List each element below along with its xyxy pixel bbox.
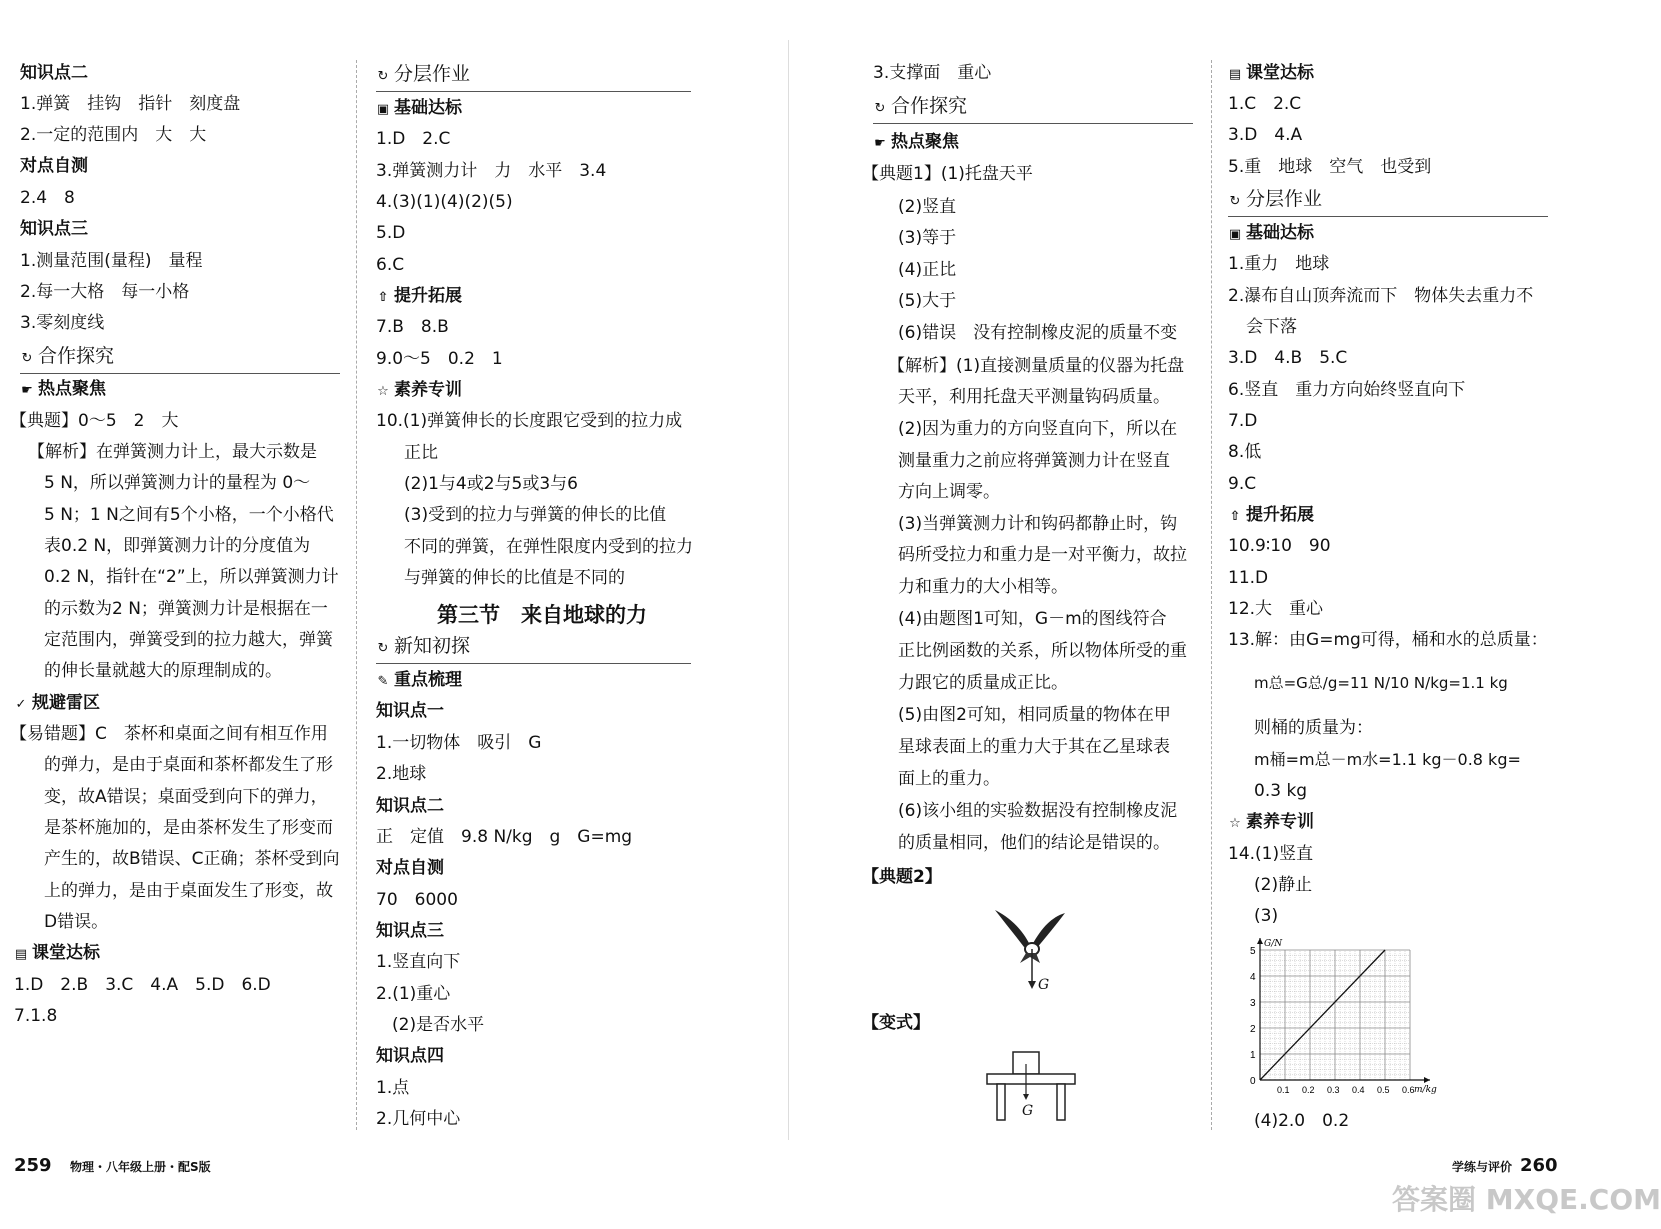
answer-line: 则桶的质量为： xyxy=(1254,718,1373,738)
answer-line: (5)大于 xyxy=(898,291,957,311)
subheading: ☆ 素养专训 xyxy=(376,379,462,403)
answer-line: (2)1与4或2与5或3与6 xyxy=(404,474,578,494)
answer-line: 3.支撑面 重心 xyxy=(873,63,992,83)
explanation-line: 星球表面上的重力大于其在乙星球表 xyxy=(898,737,1170,757)
bird-tail xyxy=(1020,953,1040,963)
subheading: ☆ 素养专训 xyxy=(1228,811,1314,835)
explanation-line: 正比例函数的关系，所以物体所受的重 xyxy=(898,641,1187,661)
subheading: ▤ 课堂达标 xyxy=(1228,62,1314,86)
x-tick-label: 0.2 xyxy=(1302,1085,1315,1095)
section-arrow-icon: ↻ xyxy=(21,351,33,366)
answer-line: 正 定值 9.8 N/kg g G=mg xyxy=(376,827,633,847)
lock-icon: ▣ xyxy=(376,102,390,117)
explanation-line: 力跟它的质量成正比。 xyxy=(898,673,1068,693)
explanation-line: 面上的重力。 xyxy=(898,769,1000,789)
heading: 知识点二 xyxy=(20,63,88,83)
subheading: 【变式】 xyxy=(862,1013,930,1033)
subheading: ▣ 基础达标 xyxy=(376,97,462,121)
answer-line: 会下落 xyxy=(1246,317,1297,337)
section-arrow-icon: ↻ xyxy=(377,69,389,84)
answer-line: 5.D xyxy=(376,223,406,243)
answer-line: 5.重 地球 空气 也受到 xyxy=(1228,157,1432,177)
x-tick-label: 0.5 xyxy=(1377,1085,1390,1095)
subheading: ▣ 基础达标 xyxy=(1228,222,1314,246)
answer-line: 14.(1)竖直 xyxy=(1228,844,1314,864)
subheading: ✓ 规避雷区 xyxy=(14,692,100,716)
g-m-graph xyxy=(1238,930,1458,1100)
x-axis-label: m/kg xyxy=(1414,1085,1437,1095)
bird-left-wing xyxy=(995,910,1030,947)
answer-line: 10.9∶10 90 xyxy=(1228,536,1331,556)
column-divider xyxy=(1211,60,1212,1130)
explanation-line: (6)该小组的实验数据没有控制橡皮泥 xyxy=(898,801,1178,821)
section-arrow-icon: ↻ xyxy=(377,641,389,656)
answer-line: (2)竖直 xyxy=(898,197,957,217)
answer-line: 70 6000 xyxy=(376,890,458,910)
x-tick-label: 0.3 xyxy=(1327,1085,1340,1095)
formula-line: m桶=m总－m水=1.1 kg－0.8 kg= xyxy=(1254,750,1521,769)
subheading: ☛ 热点聚焦 xyxy=(20,378,106,402)
explanation-line: 力和重力的大小相等。 xyxy=(898,577,1068,597)
section-header: ↻ 分层作业 xyxy=(376,62,691,89)
subheading: ⇧ 提升拓展 xyxy=(1228,504,1314,528)
y-tick-label: 2 xyxy=(1250,1024,1256,1035)
answer-line: 2.瀑布自山顶奔流而下 物体失去重力不 xyxy=(1228,286,1534,306)
book-icon: ▤ xyxy=(14,947,28,962)
answer-line: (4)2.0 0.2 xyxy=(1254,1111,1350,1131)
y-axis-arrow xyxy=(1257,938,1263,944)
book-title: 物理・八年级上册・配S版 xyxy=(70,1160,211,1174)
y-tick-label: 5 xyxy=(1250,946,1256,957)
heading: 知识点四 xyxy=(376,1046,444,1066)
data-line xyxy=(1260,950,1385,1080)
x-tick-label: 0.6 xyxy=(1402,1085,1415,1095)
subheading: ✎ 重点梳理 xyxy=(376,669,462,693)
answer-line: 12.大 重心 xyxy=(1228,599,1324,619)
table-leg-right xyxy=(1057,1084,1065,1120)
gravity-label: G xyxy=(1022,1103,1034,1119)
answer-line: 2.地球 xyxy=(376,764,427,784)
answer-line: (2)静止 xyxy=(1254,875,1313,895)
lock-icon: ▣ xyxy=(1228,227,1242,242)
y-tick-label: 1 xyxy=(1250,1050,1256,1061)
book-icon: ▤ xyxy=(1228,67,1242,82)
subheading: ▤ 课堂达标 xyxy=(14,942,100,966)
answer-line: (3)受到的拉力与弹簧的伸长的比值 xyxy=(404,505,667,525)
check-icon: ✓ xyxy=(15,697,27,712)
answer-line: 10.(1)弹簧伸长的长度跟它受到的拉力成 xyxy=(376,411,683,431)
x-tick-label: 0.4 xyxy=(1352,1085,1365,1095)
answer-line: 7.1.8 xyxy=(14,1006,58,1026)
page-number-left: 259 xyxy=(14,1155,52,1176)
subheading: 【典题2】 xyxy=(862,867,942,887)
explanation-line: (4)由题图1可知，G－m的图线符合 xyxy=(898,609,1167,629)
pencil-icon: ✎ xyxy=(377,674,389,689)
heading: 对点自测 xyxy=(20,156,88,176)
y-tick-label: 3 xyxy=(1250,998,1256,1009)
answer-line: 1.重力 地球 xyxy=(1228,254,1330,274)
explanation-line: D错误。 xyxy=(44,912,109,932)
subheading: ☛ 热点聚焦 xyxy=(873,131,959,155)
heading: 知识点三 xyxy=(20,219,88,239)
answer-line: 7.B 8.B xyxy=(376,317,449,337)
answer-line: (4)正比 xyxy=(898,260,957,280)
explanation-line: (5)由图2可知，相同质量的物体在甲 xyxy=(898,705,1171,725)
answer-line: 1.C 2.C xyxy=(1228,94,1302,114)
x-axis-arrow xyxy=(1424,1077,1430,1083)
answer-line: 2.几何中心 xyxy=(376,1109,461,1129)
answer-line: 1.弹簧 挂钩 指针 刻度盘 xyxy=(20,94,241,114)
star-icon: ☆ xyxy=(377,384,389,399)
table-top xyxy=(987,1074,1075,1084)
answer-line: 3.D 4.A xyxy=(1228,125,1303,145)
star-icon: ☆ xyxy=(1229,816,1241,831)
up-arrow-icon: ⇧ xyxy=(377,290,389,305)
page-gutter xyxy=(788,40,789,1140)
explanation-line: 测量重力之前应将弹簧测力计在竖直 xyxy=(898,451,1170,471)
explanation-line: 天平，利用托盘天平测量钩码质量。 xyxy=(898,387,1170,407)
answer-line: 2.每一大格 每一小格 xyxy=(20,282,190,302)
explanation-line: 定范围内，弹簧受到的拉力越大，弹簧 xyxy=(44,630,333,650)
answer-line: 1.测量范围(量程) 量程 xyxy=(20,251,203,271)
explanation-line: 产生的，故B错误、C正确；茶杯受到向 xyxy=(44,849,340,869)
answer-line: 1.一切物体 吸引 G xyxy=(376,733,542,753)
explanation-line: 的弹力，是由于桌面和茶杯都发生了形 xyxy=(44,755,333,775)
answer-line: (6)错误 没有控制橡皮泥的质量不变 xyxy=(898,323,1178,343)
answer-line: 2.(1)重心 xyxy=(376,984,451,1004)
explanation-line: 0.2 N，指针在“2”上，所以弹簧测力计 xyxy=(44,567,339,587)
hand-icon: ☛ xyxy=(874,136,886,151)
explanation-line: 是茶杯施加的，是由茶杯发生了形变而 xyxy=(44,818,333,838)
answer-line: 6.竖直 重力方向始终竖直向下 xyxy=(1228,380,1466,400)
answer-line: 1.竖直向下 xyxy=(376,952,461,972)
explanation-line: 【解析】在弹簧测力计上，最大示数是 xyxy=(28,442,317,462)
up-arrow-icon: ⇧ xyxy=(1229,509,1241,524)
explanation-line: 【易错题】C 茶杯和桌面之间有相互作用 xyxy=(10,724,328,744)
answer-line: 1.点 xyxy=(376,1078,410,1098)
column-divider xyxy=(356,60,357,1130)
answer-line: 3.D 4.B 5.C xyxy=(1228,348,1348,368)
section-header: ↻ 合作探究 xyxy=(873,94,1193,121)
explanation-line: 表0.2 N，即弹簧测力计的分度值为 xyxy=(44,536,311,556)
answer-line: 2.一定的范围内 大 大 xyxy=(20,125,207,145)
answer-line: 与弹簧的伸长的比值是不同的 xyxy=(404,568,625,588)
heading: 对点自测 xyxy=(376,858,444,878)
section-arrow-icon: ↻ xyxy=(874,101,886,116)
answer-line: 1.D 2.B 3.C 4.A 5.D 6.D xyxy=(14,975,271,995)
answer-line: (2)是否水平 xyxy=(392,1015,485,1035)
answer-line: 4.(3)(1)(4)(2)(5) xyxy=(376,192,513,212)
explanation-line: 变，故A错误；桌面受到向下的弹力， xyxy=(44,787,328,807)
explanation-line: 【解析】(1)直接测量质量的仪器为托盘 xyxy=(888,356,1185,376)
explanation-line: 的质量相同，他们的结论是错误的。 xyxy=(898,833,1170,853)
gravity-label: G xyxy=(1038,977,1050,993)
explanation-line: 5 N，所以弹簧测力计的量程为 0～ xyxy=(44,473,311,493)
answer-line: 【典题】0～5 2 大 xyxy=(10,411,179,431)
section-header: ↻ 合作探究 xyxy=(20,344,340,371)
chapter-title: 第三节 来自地球的力 xyxy=(437,603,647,627)
explanation-line: 码所受拉力和重力是一对平衡力，故拉 xyxy=(898,545,1187,565)
origin-label: 0 xyxy=(1250,1076,1256,1087)
answer-line: 11.D xyxy=(1228,568,1269,588)
answer-line: 【典题1】(1)托盘天平 xyxy=(862,164,1033,184)
answer-line: 2.4 8 xyxy=(20,188,75,208)
table-leg-left xyxy=(997,1084,1005,1120)
explanation-line: 方向上调零。 xyxy=(898,482,1000,502)
answer-line: 1.D 2.C xyxy=(376,129,451,149)
answer-line: 0.3 kg xyxy=(1254,781,1308,801)
answer-line: 9.C xyxy=(1228,474,1257,494)
y-tick-label: 4 xyxy=(1250,972,1256,983)
section-header: ↻ 分层作业 xyxy=(1228,187,1548,214)
explanation-line: 5 N；1 N之间有5个小格，一个小格代 xyxy=(44,505,334,525)
section-arrow-icon: ↻ xyxy=(1229,194,1241,209)
gravity-arrowhead xyxy=(1028,981,1036,989)
hand-icon: ☛ xyxy=(21,383,33,398)
explanation-line: 的伸长量就越大的原理制成的。 xyxy=(44,661,282,681)
page-number-right: 260 xyxy=(1520,1155,1558,1176)
answer-line: 3.弹簧测力计 力 水平 3.4 xyxy=(376,161,607,181)
answer-line: 7.D xyxy=(1228,411,1258,431)
y-axis-label: G/N xyxy=(1264,939,1283,949)
answer-line: 6.C xyxy=(376,255,405,275)
answer-line: 正比 xyxy=(404,443,438,463)
answer-line: 13.解：由G=mg可得，桶和水的总质量： xyxy=(1228,630,1548,650)
heading: 知识点三 xyxy=(376,921,444,941)
subheading: ⇧ 提升拓展 xyxy=(376,285,462,309)
x-tick-label: 0.1 xyxy=(1277,1085,1290,1095)
answer-line: 8.低 xyxy=(1228,442,1262,462)
explanation-line: (3)当弹簧测力计和钩码都静止时，钩 xyxy=(898,514,1178,534)
explanation-line: 的示数为2 N；弹簧测力计是根据在一 xyxy=(44,599,328,619)
bird-toy-figure xyxy=(990,905,1070,995)
explanation-line: 上的弹力，是由于桌面发生了形变，故 xyxy=(44,881,333,901)
answer-line: 9.0～5 0.2 1 xyxy=(376,349,503,369)
answer-line: (3)等于 xyxy=(898,228,957,248)
series-title: 学练与评价 xyxy=(1452,1160,1513,1174)
section-header: ↻ 新知初探 xyxy=(376,634,691,661)
watermark-logo: 答案圈 MXQE.COM xyxy=(1392,1183,1661,1216)
formula-line: m总=G总/g=11 N/10 N/kg=1.1 kg xyxy=(1254,674,1508,692)
answer-line: 3.零刻度线 xyxy=(20,313,105,333)
heading: 知识点二 xyxy=(376,796,444,816)
explanation-line: (2)因为重力的方向竖直向下，所以在 xyxy=(898,419,1178,439)
answer-line: 不同的弹簧，在弹性限度内受到的拉力 xyxy=(404,537,693,557)
heading: 知识点一 xyxy=(376,701,444,721)
answer-line: (3) xyxy=(1254,906,1279,926)
